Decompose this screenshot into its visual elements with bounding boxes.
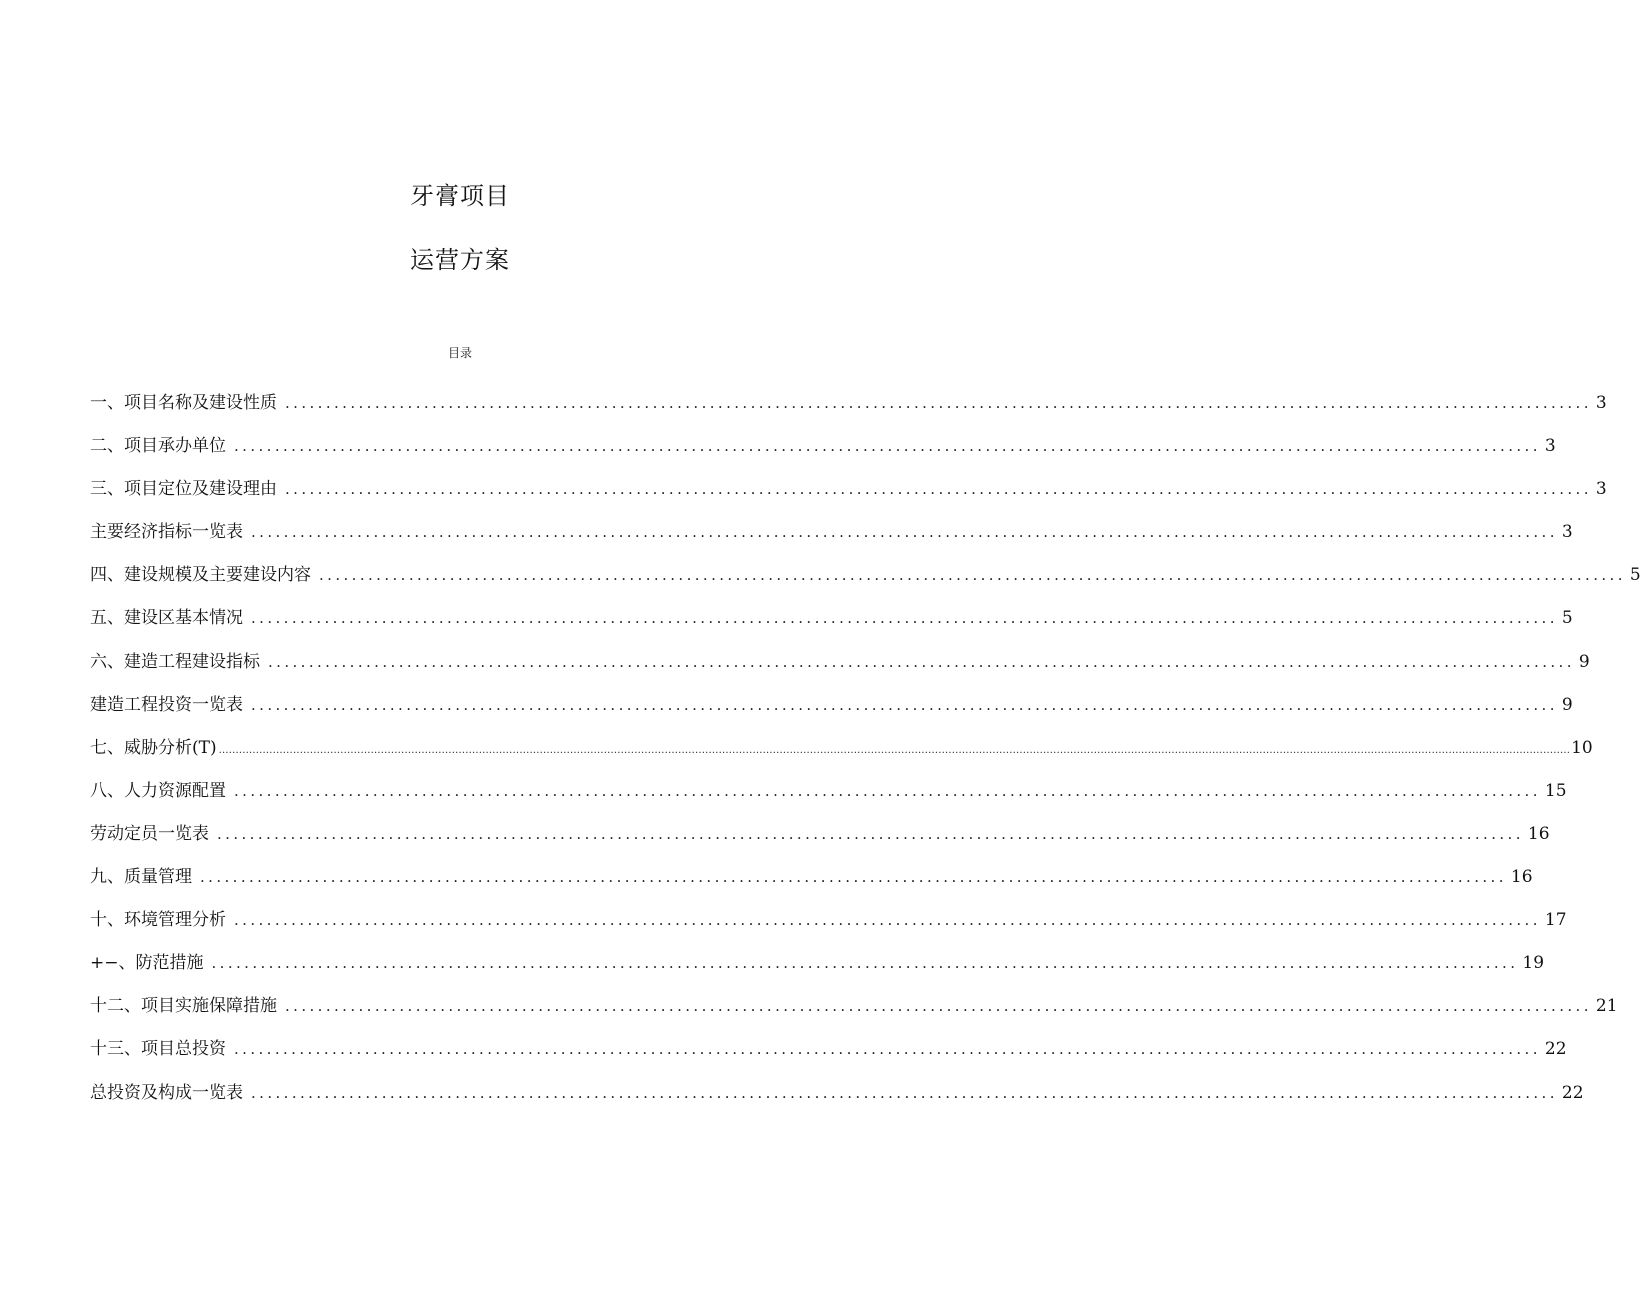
toc-entry[interactable] bbox=[90, 600, 1573, 643]
toc-dot-leader: ................................................................................................................................................................ bbox=[211, 954, 1519, 973]
toc-entry-label: 八、人力资源配置 bbox=[90, 780, 226, 801]
toc-dot-leader: ................................................................................................................................................................ bbox=[217, 824, 1524, 843]
toc-dot-leader: ................................................................................................................................................................ bbox=[234, 911, 1541, 930]
toc-entry-label: 十、环境管理分析 bbox=[90, 910, 226, 931]
toc-entry-page: 3 bbox=[1595, 393, 1607, 413]
toc-dot-leader: ................................................................................................................................................................ bbox=[285, 997, 1592, 1016]
toc-entry-label: 建造工程投资一览表 bbox=[90, 694, 243, 715]
toc-entry-label: 四、建设规模及主要建设内容 bbox=[90, 565, 311, 586]
toc-dot-leader: ................................................................................................................................................................................................................................................................................................................................................................................................................ bbox=[218, 744, 1571, 756]
toc-dot-leader: ................................................................................................................................................................ bbox=[251, 1083, 1558, 1102]
toc-entry[interactable] bbox=[90, 988, 1618, 1031]
toc-entry-label: 七、威胁分析(T) bbox=[90, 737, 217, 758]
toc-entry-label: 一、项目名称及建设性质 bbox=[90, 393, 277, 413]
toc-entry-page: 15 bbox=[1544, 780, 1567, 801]
toc-dot-leader: ................................................................................................................................................................ bbox=[234, 781, 1541, 800]
toc-entry[interactable] bbox=[90, 428, 1556, 471]
toc-entry-page: 9 bbox=[1561, 694, 1573, 715]
toc-entry-page: 22 bbox=[1544, 1039, 1567, 1060]
toc-entry[interactable] bbox=[90, 859, 1533, 902]
toc-dot-leader: ................................................................................................................................................................ bbox=[251, 523, 1558, 542]
toc-entry[interactable] bbox=[90, 816, 1550, 859]
toc-entry-page: 22 bbox=[1561, 1082, 1584, 1103]
toc-entry-label: 十三、项目总投资 bbox=[90, 1039, 226, 1060]
toc-entry-page: 5 bbox=[1561, 608, 1573, 629]
toc-entry[interactable] bbox=[90, 514, 1573, 557]
toc-dot-leader: ................................................................................................................................................................ bbox=[285, 394, 1592, 412]
toc-entry[interactable] bbox=[90, 385, 1607, 428]
toc-dot-leader: ................................................................................................................................................................ bbox=[234, 1040, 1541, 1059]
toc-entry-page: 16 bbox=[1510, 867, 1533, 888]
toc-heading: 目录 bbox=[447, 346, 472, 360]
toc-entry-label: 二、项目承办单位 bbox=[90, 436, 226, 457]
toc-dot-leader: ................................................................................................................................................................ bbox=[251, 695, 1558, 714]
toc-entry[interactable] bbox=[90, 1075, 1584, 1118]
toc-entry[interactable] bbox=[90, 471, 1607, 514]
toc-entry[interactable] bbox=[90, 557, 1641, 600]
toc-entry-page: 16 bbox=[1527, 823, 1550, 844]
toc-entry-label: 十二、项目实施保障措施 bbox=[90, 996, 277, 1017]
toc-dot-leader: ................................................................................................................................................................ bbox=[251, 609, 1558, 628]
document-title: 牙膏项目 bbox=[410, 182, 510, 210]
toc-entry-page: 3 bbox=[1561, 522, 1573, 543]
toc-entry-page: 3 bbox=[1595, 479, 1607, 500]
toc-entry-label: 主要经济指标一览表 bbox=[90, 522, 243, 543]
toc-entry[interactable] bbox=[90, 687, 1573, 730]
toc-dot-leader: ................................................................................................................................................................ bbox=[285, 480, 1592, 499]
toc-entry-label: +−、防范措施 bbox=[90, 953, 204, 974]
toc-entry-page: 21 bbox=[1595, 996, 1618, 1017]
toc-entry-label: 六、建造工程建设指标 bbox=[90, 651, 260, 672]
toc-dot-leader: ................................................................................................................................................................ bbox=[268, 652, 1575, 671]
toc-entry-label: 九、质量管理 bbox=[90, 867, 192, 888]
toc-entry-page: 5 bbox=[1629, 565, 1641, 586]
toc-entry[interactable] bbox=[90, 1031, 1567, 1074]
toc-entry[interactable] bbox=[90, 730, 1593, 773]
toc-entry-page: 3 bbox=[1544, 436, 1556, 457]
toc-dot-leader: ................................................................................................................................................................ bbox=[234, 437, 1541, 456]
toc-entry-page: 19 bbox=[1522, 953, 1545, 974]
toc-entry[interactable] bbox=[90, 902, 1567, 945]
toc-entry-page: 10 bbox=[1571, 737, 1593, 758]
toc-entry[interactable] bbox=[90, 644, 1590, 687]
document-subtitle: 运营方案 bbox=[410, 246, 510, 274]
toc-entry[interactable] bbox=[90, 945, 1545, 988]
toc-entry-label: 五、建设区基本情况 bbox=[90, 608, 243, 629]
table-of-contents bbox=[90, 385, 1641, 1118]
toc-entry-page: 9 bbox=[1578, 651, 1590, 672]
toc-dot-leader: ................................................................................................................................................................ bbox=[319, 566, 1626, 585]
toc-entry-label: 三、项目定位及建设理由 bbox=[90, 479, 277, 500]
toc-dot-leader: ................................................................................................................................................................ bbox=[200, 868, 1507, 887]
toc-entry[interactable] bbox=[90, 773, 1567, 816]
toc-entry-label: 总投资及构成一览表 bbox=[90, 1082, 243, 1103]
toc-entry-page: 17 bbox=[1544, 910, 1567, 931]
toc-entry-label: 劳动定员一览表 bbox=[90, 823, 209, 844]
